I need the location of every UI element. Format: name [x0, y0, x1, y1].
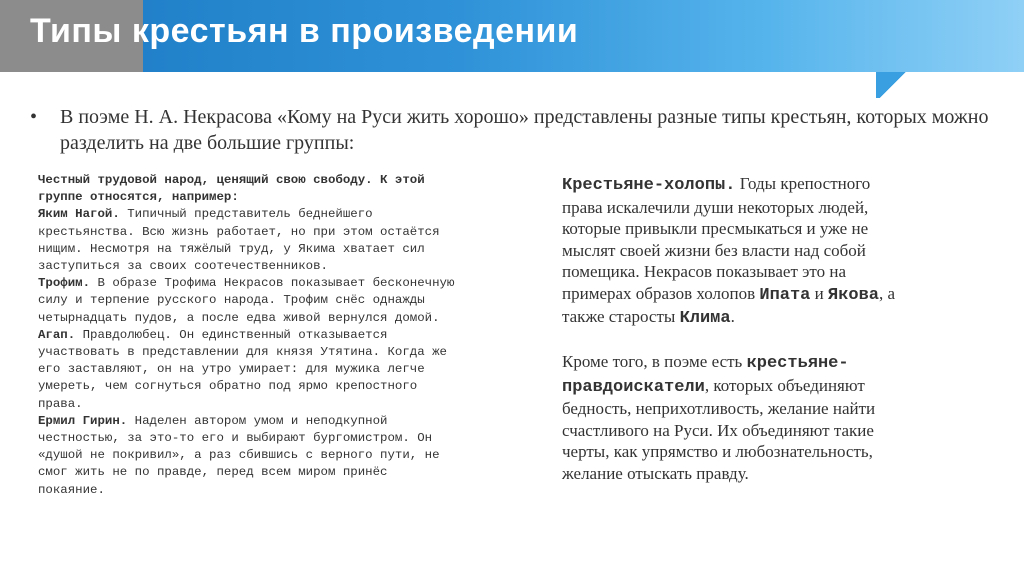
left-column	[38, 172, 458, 499]
character-name: Якова	[828, 285, 880, 305]
intro-text: В поэме Н. А. Некрасова «Кому на Руси жить хорошо» представлены разные типы крестьян, которых можно разделить на две большие группы:	[60, 106, 989, 154]
item-name: Трофим.	[38, 276, 91, 291]
title-bar-notch	[876, 72, 910, 98]
item-text: Типичный представитель беднейшего крестьянства. Всю жизнь работает, но при этом остаётся нищим. Несмотря на тяжёлый труд, у Якима хватает сил заступиться за своих соотечественников.	[38, 207, 440, 274]
left-item	[38, 413, 458, 499]
right-paragraph-2	[562, 351, 902, 484]
character-name: Ипата	[759, 285, 811, 305]
paragraph-text: и	[810, 283, 828, 303]
left-item	[38, 327, 458, 413]
group-label: крестьяне-правдоискатели	[562, 354, 849, 397]
slide-title: Типы крестьян в произведении	[30, 12, 579, 50]
paragraph-text: , а также старосты	[562, 283, 896, 326]
item-text: Наделен автором умом и неподкупной честностью, за это-то его и выбирают бургомистром. Он «душой не покривил», а раз сбившись с верного пути, не смог жить не по правде, перед всем миром принёс покаяние.	[38, 413, 440, 497]
intro-paragraph	[30, 104, 990, 156]
paragraph-text: , которых объединяют бедность, неприхотливость, желание найти счастливого на Руси. Их объединяют такие черты, как упрямство и любознательность, желание отыскать правду.	[562, 375, 876, 483]
item-name: Агап.	[38, 327, 76, 342]
item-text: Правдолюбец. Он единственный отказывается участвовать в представлении для князя Утятина. Когда же его заставляют, он на утро умирает: для мужика легче умереть, чем согнуться обратно под ярмо крепостного права.	[38, 327, 447, 411]
paragraph-gap	[562, 330, 902, 352]
paragraph-text: Годы крепостного права искалечили души некоторых людей, которые привыкли пресмыкаться и уже не мыслят своей жизни без власти над собой помещика. Некрасов показывает это на примерах образов холопов	[562, 174, 871, 303]
item-text: В образе Трофима Некрасов показывает бесконечную силу и терпение русского народа. Трофим снёс однажды четырнадцать пудов, а после едва живой вернулся домой.	[38, 276, 455, 325]
right-column	[562, 173, 902, 484]
group-label: Крестьяне-холопы.	[562, 176, 736, 195]
paragraph-text: Кроме того, в поэме есть	[562, 352, 747, 371]
left-item	[38, 275, 458, 327]
left-heading: Честный трудовой народ, ценящий свою свободу. К этой группе относятся, например:	[38, 173, 425, 205]
item-name: Ермил Гирин.	[38, 413, 128, 428]
item-name: Яким Нагой.	[38, 207, 120, 222]
left-item	[38, 206, 458, 275]
character-name: Клима	[679, 309, 731, 328]
paragraph-text: .	[730, 307, 735, 326]
right-paragraph-1	[562, 173, 902, 330]
bullet-dot-icon: •	[30, 106, 38, 128]
